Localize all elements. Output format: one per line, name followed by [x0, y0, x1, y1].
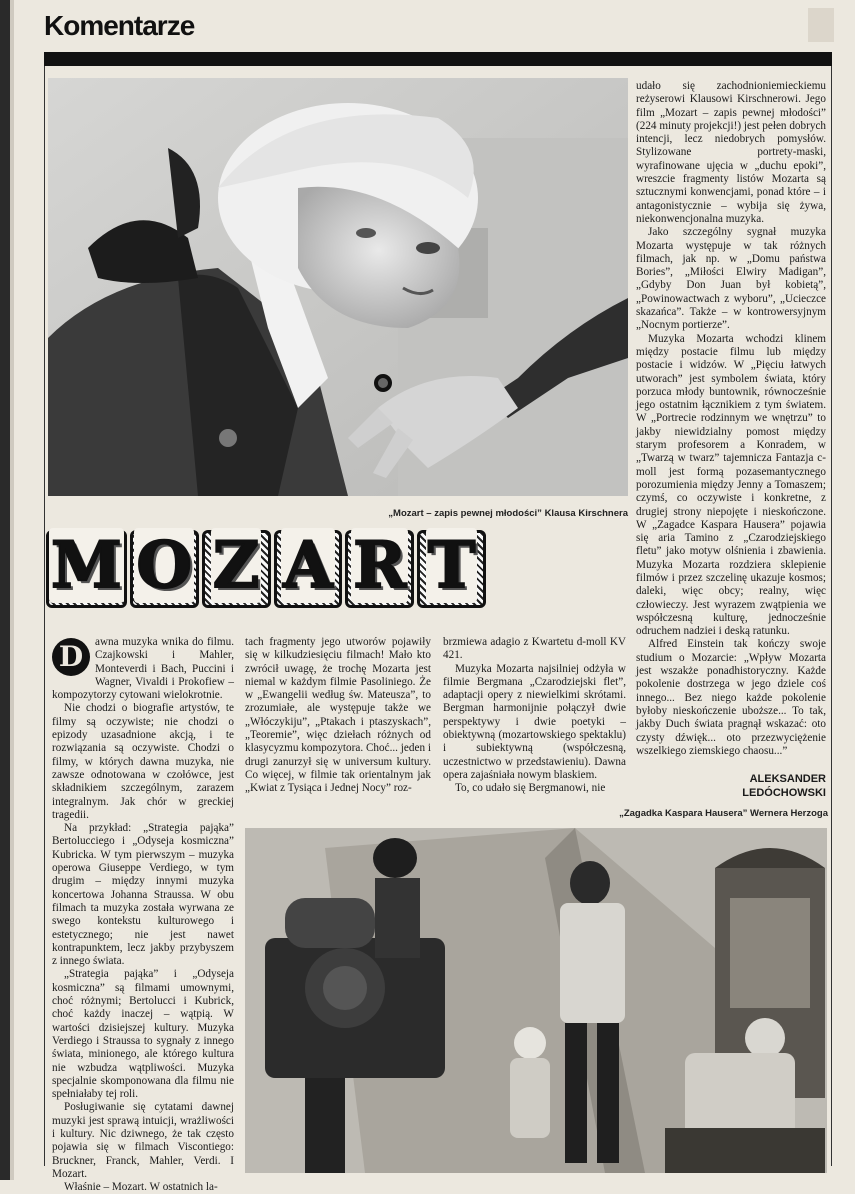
- photo1-caption: [340, 508, 628, 519]
- frame-line-left: [44, 66, 45, 1166]
- paragraph: Jako szczególny sygnał muzyka Mozarta występuje w tak różnych filmach, jak np. w „Domu państwa Bories”, „Miłości Elwiry Madigan”, „Gdyby Don Juan był kobietą”, „Powinowactwach z wyboru”, „Ucieczce skazańca”. Także – w kontrowersyjnym „Nocnym portierze”.: [636, 226, 826, 332]
- paragraph: tach fragmenty jego utworów pojawiły się w kilkudziesięciu filmach! Mało kto zwrócił uwagę, że trochę Mozarta jest niemal w każdym filmie Pasoliniego. Że w „Ewangelii według św. Mateusza”, to zrozumiałe, ale występuje także we „Włóczykiju”, „Ptakach i ptaszyskach”, „Teoremie”, więc dziełach różnych od klasycyzmu kompozytora. Choć... jeden i drugi zanurzył się w universum kultury. Co więcej, w filmie tak orientalnym jak „Kwiat z Tysiąca i Jednej Nocy” roz-: [245, 636, 431, 795]
- paragraph: udało się zachodnioniemieckiemu reżyserowi Klausowi Kirschnerowi. Jego film „Mozart – zapis pewnej młodości” (224 minuty projekcji!) jest pełen dobrych intencji, lecz niedobrych pomysłów. Stylizowane portrety-maski, wyrafinowane ujęcia w „duchu epoki”, wreszcie fragmenty listów Mozarta są sztucznymi konwencjami, ponad które – i antagonistycznie – wybija się żywa, niekonwencjonalna muzyka.: [636, 80, 826, 225]
- kaspar-hauser-film-set-photo: [245, 828, 827, 1173]
- frame-line-right: [831, 66, 832, 1166]
- mozart-film-still-photo: [48, 78, 628, 496]
- title-letter: O: [130, 530, 199, 608]
- header-rule: [44, 52, 832, 66]
- title-letter: M: [46, 530, 127, 608]
- paragraph: Muzyka Mozarta najsilniej odżyła w filmie Bergmana „Czarodziejski flet”, adaptacji opery z niewielkimi skrótami. Bergman harmonijnie połączył dwie perspektywy i dwie poetyki – obiektywną (mozartowskiego spektaklu) i subiektywną (współczesną, uczestnictwo w przedstawieniu). Dawna opera zajaśniała nowym blaskiem.: [443, 662, 626, 781]
- paragraph: Nie chodzi o biografie artystów, te filmy są oczywiste; nie chodzi o epizody uzasadnione akcją, i te rozwiązania są oczywiste. Chodzi o filmy, w których dawna muzyka, nie zawsze odnotowana w czołówce, jest składnikiem szczególnym, zarazem integralnym. Jak chór w greckiej tragedii.: [52, 702, 234, 821]
- title-letter: A: [274, 530, 343, 608]
- paragraph: To, co udało się Bergmanowi, nie: [455, 782, 606, 795]
- photo1-caption-title: „Mozart – zapis pewnej młodości”: [388, 508, 542, 519]
- paragraph: Alfred Einstein tak kończy swoje studium o Mozarcie: „Wpływ Mozarta jest wszakże ponadhistoryczny. Każde pokolenie dostrzega w jego dziele coś innego... Bez niego każde pokolenie byłoby nieskończenie uboższe... To tak, jakby Duch świata pragnął wskazać: oto czysty dźwięk... oto przezwyciężenie wszelkiego ziemskiego chaosu...”: [636, 638, 826, 757]
- photo2-caption-title: „Zagadka Kaspara Hausera”: [619, 808, 748, 819]
- title-letter: R: [345, 530, 414, 608]
- author-last-name: LEDÓCHOWSKI: [742, 787, 826, 799]
- page-binding-shadow: [10, 0, 14, 1180]
- paragraph: Właśnie – Mozart. W ostatnich la-: [64, 1181, 218, 1194]
- paragraph: awna muzyka wnika do filmu. Czajkowski i Mahler, Monteverdi i Bach, Puccini i Wagner, Vivaldi i Prokofiew – kompozytorzy cytowani wielokrotnie.: [52, 636, 234, 702]
- author-first-name: ALEKSANDER: [749, 773, 826, 785]
- title-letter: Z: [202, 530, 271, 608]
- section-title: Komentarze: [44, 10, 195, 41]
- paragraph: Posługiwanie się cytatami dawnej muzyki jest sprawą intuicji, wrażliwości i kultury. Nic dziwnego, że tak często pojawia się w filmach Viscontiego: Bruckner, Franck, Mahler, Verdi. I Mozart.: [52, 1101, 234, 1180]
- photo2-caption-author: Wernera Herzoga: [750, 808, 828, 819]
- article-author: [636, 772, 826, 800]
- article-title-mozart: [46, 530, 486, 606]
- article-column-3: [443, 636, 626, 796]
- bleed-through-page-number: [808, 8, 834, 42]
- film-set-illustration: [245, 828, 827, 1173]
- paragraph: Muzyka Mozarta wchodzi klinem między postacie filmu lub między postacie i widzów. W „Pięciu łatwych utworach” jest symbolem świata, który porzuca młody buntownik, równocześnie jego ostatnim łącznikiem z tym światem. W „Portrecie rodzinnym we wnętrzu” to jakby niewidzialny pomost między starym profesorem a Konradem, w „Twarzą w twarz” tajemnicza Fantazja c-moll jest formą pozasemantycznego porozumienia między Jenny a Tomaszem; czymś, co oczywiste i konkretne, z drugiej strony niepojęte i nieskończone. W „Zagadce Kaspara Hausera” pojawia się aria Tamino z „Czarodziejskiego fletu” jako motyw olśnienia i zbawienia. Muzyka Mozarta rozdziera sklepienie filmów i przez szczelinę ukazuje kosmos; daleki, więc obcy; realny, więc człowieczy. Jest wyrazem zwątpienia we współczesną kulturę, jednocześnie odruchem nadziei i deską ratunku.: [636, 332, 826, 638]
- article-column-2: [245, 636, 431, 796]
- article-column-1: [52, 636, 234, 1194]
- page-binding-edge: [0, 0, 10, 1180]
- mozart-portrait-illustration: [48, 78, 628, 496]
- photo1-caption-author: Klausa Kirschnera: [544, 508, 628, 519]
- paragraph: Na przykład: „Strategia pająka” Bertolucciego i „Odyseja kosmiczna” Kubricka. W tym pierwszym – muzyka operowa Giuseppe Verdiego, w tym drugim – między innymi muzyka koncertowa Johanna Straussa. W obu filmach ta muzyka została wyrwana ze swego kontekstu kulturowego i estetycznego; nie jest nawet kontrapunktem, lecz jakby przybyszem z innego świata.: [52, 822, 234, 968]
- drop-cap: D: [52, 638, 90, 676]
- photo2-caption: [560, 808, 828, 819]
- paragraph: brzmiewa adagio z Kwartetu d-moll KV 421.: [443, 636, 626, 662]
- paragraph: „Strategia pająka” i „Odyseja kosmiczna” są filmami umownymi, choć różnymi; Bertolucci i Kubrick, choć każdy inaczej – wątpią. W wartości dzisiejszej kultury. Muzyka Verdiego i Straussa to sygnały z innego świata, minionego, ale którego kultura nie wzbudza wątpliwości. Muzyka specjalnie skomponowana dla filmu nie spełniałaby tej roli.: [52, 968, 234, 1101]
- title-letter: T: [417, 530, 486, 608]
- article-column-right: [636, 80, 826, 758]
